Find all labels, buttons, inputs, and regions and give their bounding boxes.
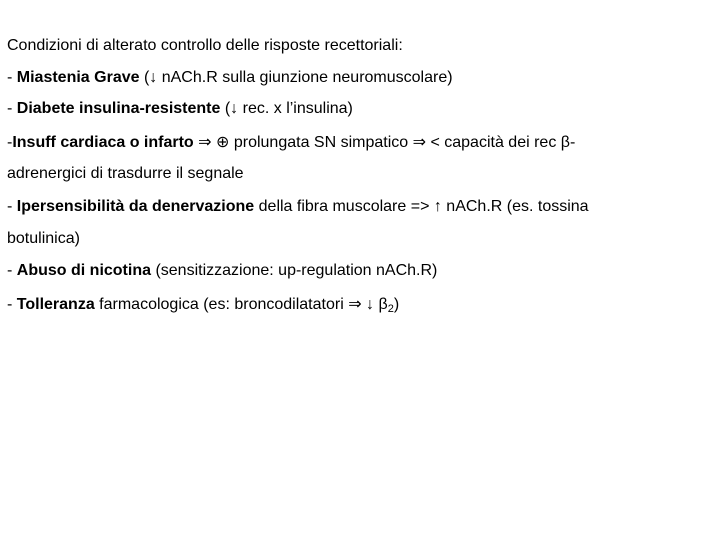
item-heart-failure-continued xyxy=(7,164,244,184)
item-prefix: - xyxy=(7,296,17,313)
item-description: (sensitizzazione: up-regulation nACh.R) xyxy=(151,262,438,279)
item-bold-term: Miastenia Grave xyxy=(16,69,140,86)
item-tolerance xyxy=(7,295,399,315)
item-prefix: - xyxy=(7,262,17,279)
item-bold-term: Insuff cardiaca o infarto xyxy=(12,134,194,151)
item-prefix: - xyxy=(7,100,17,117)
intro-text: Condizioni di alterato controllo delle risposte recettoriali: xyxy=(7,37,403,54)
item-bold-term: Ipersensibilità da denervazione xyxy=(16,198,255,215)
item-description: farmacologica (es: broncodilatatori ⇒ ↓ β xyxy=(94,296,388,313)
item-bold-term: Abuso di nicotina xyxy=(16,262,151,279)
item-bold-term: Tolleranza xyxy=(16,296,95,313)
item-diabetes xyxy=(7,99,353,119)
item-nicotine xyxy=(7,261,437,281)
item-description-continued: adrenergici di trasdurre il segnale xyxy=(7,165,244,182)
item-close-paren: ) xyxy=(393,296,400,313)
item-description-continued: botulinica) xyxy=(7,230,80,247)
item-description: (↓ rec. x l’insulina) xyxy=(220,100,353,117)
item-prefix: - xyxy=(7,69,17,86)
item-description: (↓ nACh.R sulla giunzione neuromuscolare) xyxy=(139,69,453,86)
item-prefix: - xyxy=(7,198,17,215)
item-description: della fibra muscolare => ↑ nACh.R (es. tossina xyxy=(254,198,589,215)
item-denervation xyxy=(7,197,589,217)
beta-subscript: 2 xyxy=(387,303,394,315)
item-bold-term: Diabete insulina-resistente xyxy=(16,100,221,117)
item-denervation-continued xyxy=(7,229,80,249)
item-prefix: - xyxy=(7,134,13,151)
item-myasthenia xyxy=(7,68,453,88)
item-heart-failure xyxy=(7,133,575,153)
intro-line xyxy=(7,36,403,56)
item-description: ⇒ ⊕ prolungata SN simpatico ⇒ < capacità dei rec β- xyxy=(193,134,576,151)
